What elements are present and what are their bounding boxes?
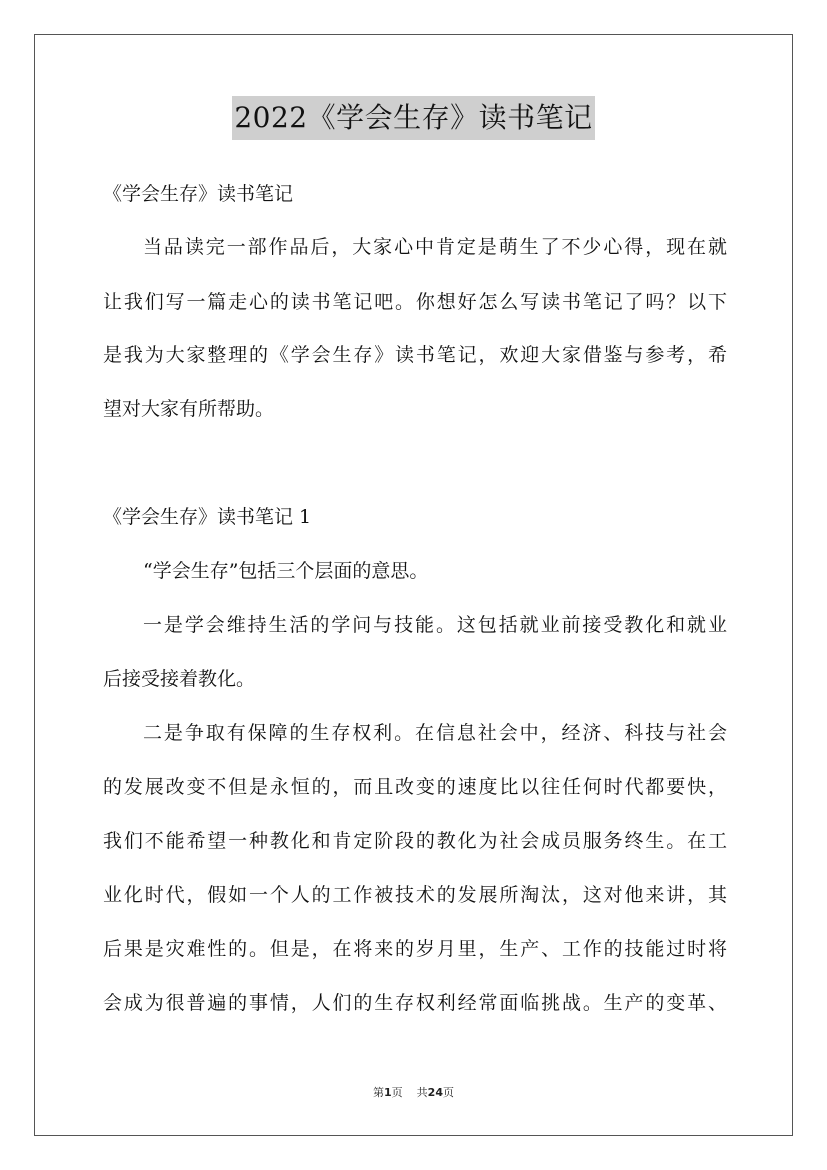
total-pages: 24 bbox=[427, 1086, 443, 1099]
title-container bbox=[0, 96, 827, 140]
paragraph-3-line: 会成为很普遍的事情，人们的生存权利经常面临挑战。生产的变革、 bbox=[103, 992, 727, 1014]
intro-line: 当品读完一部作品后，大家心中肯定是萌生了不少心得，现在就 bbox=[143, 236, 727, 258]
intro-line: 是我为大家整理的《学会生存》读书笔记，欢迎大家借鉴与参考，希 bbox=[103, 344, 727, 366]
page-prefix: 第 bbox=[373, 1086, 385, 1099]
paragraph-3-line: 业化时代，假如一个人的工作被技术的发展所淘汰，这对他来讲，其 bbox=[103, 884, 727, 906]
page-footer bbox=[0, 1084, 827, 1100]
paragraph-3-line: 的发展改变不但是永恒的，而且改变的速度比以往任何时代都要快， bbox=[103, 776, 727, 798]
document-title: 2022《学会生存》读书笔记 bbox=[232, 96, 594, 140]
paragraph-1: “学会生存”包括三个层面的意思。 bbox=[143, 560, 429, 582]
total-suffix: 页 bbox=[442, 1086, 454, 1099]
page-suffix: 页 bbox=[391, 1086, 403, 1099]
paragraph-3-line: 我们不能希望一种教化和肯定阶段的教化为社会成员服务终生。在工 bbox=[103, 830, 727, 852]
paragraph-2-line: 一是学会维持生活的学问与技能。这包括就业前接受教化和就业 bbox=[143, 614, 727, 636]
page-number: 1 bbox=[384, 1086, 392, 1099]
paragraph-3-line: 后果是灾难性的。但是，在将来的岁月里，生产、工作的技能过时将 bbox=[103, 938, 727, 960]
total-prefix: 共 bbox=[416, 1086, 428, 1099]
section-heading: 《学会生存》读书笔记 1 bbox=[103, 506, 312, 528]
intro-line: 望对大家有所帮助。 bbox=[103, 398, 275, 420]
document-subtitle: 《学会生存》读书笔记 bbox=[103, 183, 294, 205]
paragraph-2-line: 后接受接着教化。 bbox=[103, 668, 256, 690]
intro-line: 让我们写一篇走心的读书笔记吧。你想好怎么写读书笔记了吗？以下 bbox=[103, 291, 727, 313]
paragraph-3-line: 二是争取有保障的生存权利。在信息社会中，经济、科技与社会 bbox=[143, 722, 727, 744]
